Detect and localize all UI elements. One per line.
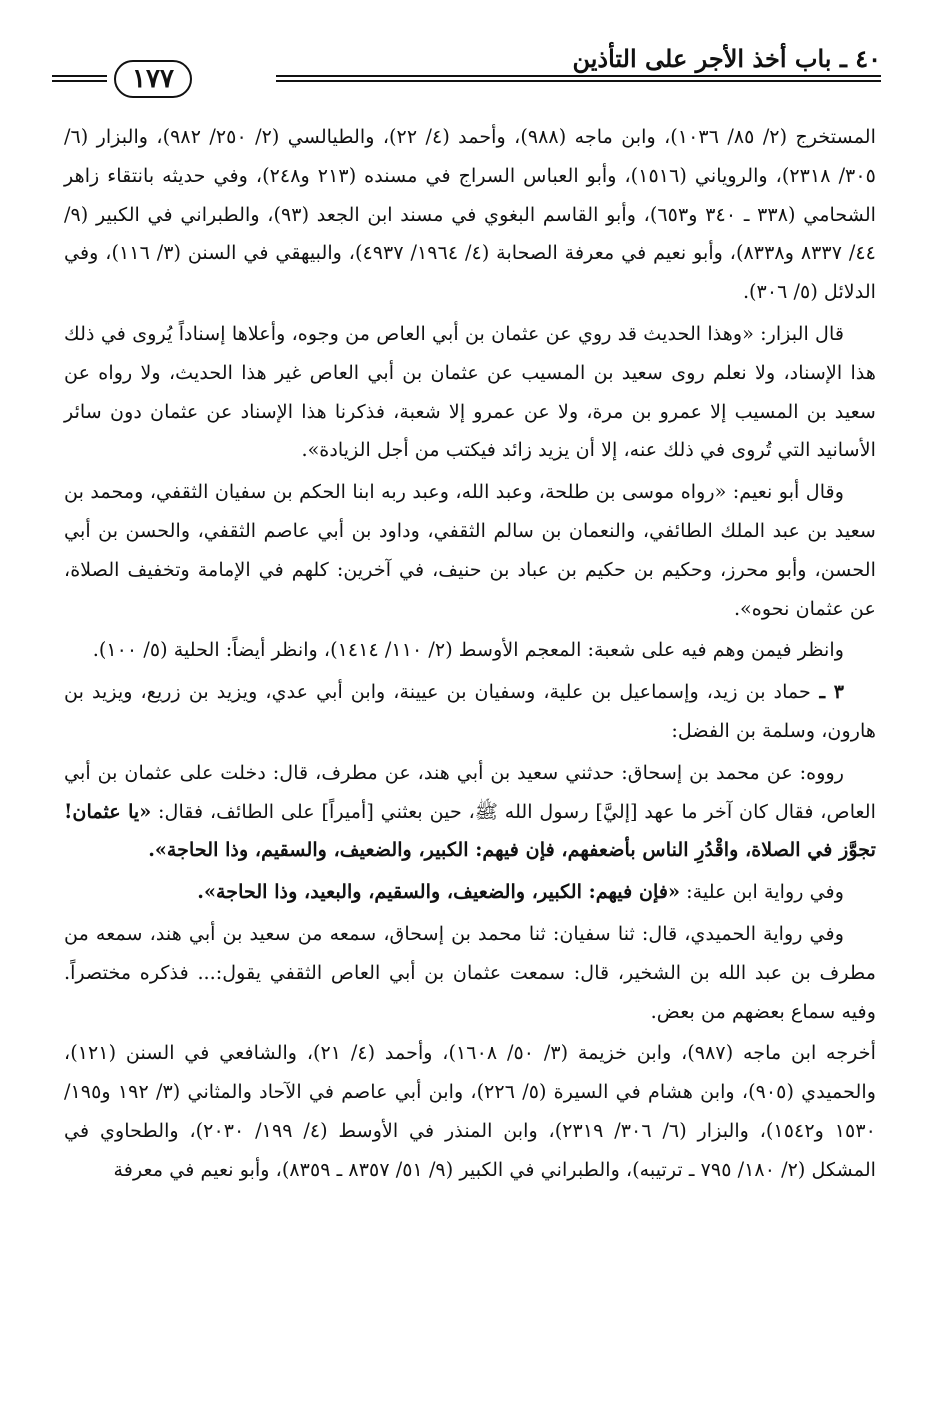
text-segment: وفي رواية ابن علية: <box>680 880 844 904</box>
bold-text-segment: ٣ ـ <box>810 680 844 704</box>
paragraph <box>64 315 876 470</box>
paragraph <box>64 473 876 628</box>
header-rule-right <box>276 75 881 82</box>
chapter-title: ٤٠ ـ باب أخذ الأجر على التأذين <box>572 44 881 73</box>
header-rule-left <box>52 75 107 82</box>
paragraph <box>64 1034 876 1189</box>
text-segment: قال البزار: «وهذا الحديث قد روي عن عثمان بن أبي العاص من وجوه، وأعلاها إسناداً يُروى في ذلك هذا الإسناد، ولا نعلم روى سعيد بن المسيب عن عثمان بن أبي العاص غير هذا الحديث، ولا رواه عن سعيد بن المسيب إلا عمرو بن مرة، ولا عن عمرو إلا شعبة، فذكرنا هذا الإسناد عن عثمان دون سائر الأسانيد التي تُروى في ذلك عنه، إلا أن يزيد زائد فيكتب من أجل الزيادة». <box>64 321 876 462</box>
text-segment: رووه: عن محمد بن إسحاق: حدثني سعيد بن أبي هند، عن مطرف، قال: دخلت على عثمان بن أبي العاص، فقال كان آخر ما عهد [إليَّ] رسول الله ﷺ، حين بعثني [أميراً] على الطائف، فقال: <box>64 760 876 823</box>
paragraph <box>64 873 876 912</box>
text-segment: المستخرج (٢/ ٨٥/ ١٠٣٦)، وابن ماجه (٩٨٨)، وأحمد (٤/ ٢٢)، والطيالسي (٢/ ٢٥٠/ ٩٨٢)، والبزار (٦/ ٣٠٥/ ٢٣١٨)، والروياني (١٥١٦)، وأبو العباس السراج في مسنده (٢١٣ و٢٤٨)، وفي حديثه بانتقاء زاهر الشحامي (٣٣٨ ـ ٣٤٠ و٦٥٣)، وأبو القاسم البغوي في مسند ابن الجعد (٩٣)، والطبراني في الكبير (٩/ ٤٤/ ٨٣٣٧ و٨٣٣٨)، وأبو نعيم في معرفة الصحابة (٤/ ١٩٦٤/ ٤٩٣٧)، والبيهقي في السنن (٣/ ١١٦)، وفي الدلائل (٥/ ٣٠٦). <box>64 125 877 304</box>
paragraph <box>64 754 876 870</box>
page-body <box>64 118 876 1190</box>
text-segment: وانظر فيمن وهم فيه على شعبة: المعجم الأوسط (٢/ ١١٠/ ١٤١٤)، وانظر أيضاً: الحلية (٥/ ١٠٠). <box>92 638 844 662</box>
paragraph <box>64 673 876 751</box>
paragraph <box>64 118 876 312</box>
bold-text-segment: «يا عثمان! تجوَّز في الصلاة، واقْدُرِ الناس بأضعفهم، فإن فيهم: الكبير، والضعيف، والسقيم، وذا الحاجة». <box>64 799 876 862</box>
page-header <box>52 38 881 98</box>
bold-text-segment: «فإن فيهم: الكبير، والضعيف، والسقيم، والبعيد، وذا الحاجة». <box>197 880 681 904</box>
text-segment: وفي رواية الحميدي، قال: ثنا سفيان: ثنا محمد بن إسحاق، سمعه من سعيد بن أبي هند، سمعه من مطرف بن عبد الله بن الشخير، قال: سمعت عثمان بن أبي العاص الثقفي يقول:... فذكره مختصراً. وفيه سماع بعضهم من بعض. <box>64 921 876 1023</box>
paragraph <box>64 631 876 670</box>
page-number-badge: ١٧٧ <box>114 60 192 98</box>
text-segment: أخرجه ابن ماجه (٩٨٧)، وابن خزيمة (٣/ ٥٠/ ١٦٠٨)، وأحمد (٤/ ٢١)، والشافعي في السنن (١٢١)، والحميدي (٩٠٥)، وابن هشام في السيرة (٥/ ٢٢٦)، وابن أبي عاصم في الآحاد والمثاني (٣/ ١٩٢ و١٩٥/ ١٥٣٠ و١٥٤٢)، والبزار (٦/ ٣٠٦/ ٢٣١٩)، وابن المنذر في الأوسط (٤/ ١٩٩/ ٢٠٣٠)، والطحاوي في المشكل (٢/ ١٨٠/ ٧٩٥ ـ ترتيبه)، والطبراني في الكبير (٩/ ٥١/ ٨٣٥٧ ـ ٨٣٥٩)، وأبو نعيم في معرفة <box>64 1041 876 1181</box>
text-segment: وقال أبو نعيم: «رواه موسى بن طلحة، وعبد الله، وعبد ربه ابنا الحكم بن سفيان الثقفي، ومحمد بن سعيد بن عبد الملك الطائفي، والنعمان بن سالم الثقفي، وداود بن أبي عاصم الثقفي، والحسن بن أبي الحسن، وأبو محرز، وحكيم بن حكيم بن عباد بن حنيف، في آخرين: كلهم في الإمامة وتخفيف الصلاة، عن عثمان نحوه». <box>64 480 876 620</box>
paragraph <box>64 915 876 1031</box>
text-segment: حماد بن زيد، وإسماعيل بن علية، وسفيان بن عيينة، وابن أبي عدي، ويزيد بن زريع، ويزيد بن هارون، وسلمة بن الفضل: <box>64 680 876 742</box>
